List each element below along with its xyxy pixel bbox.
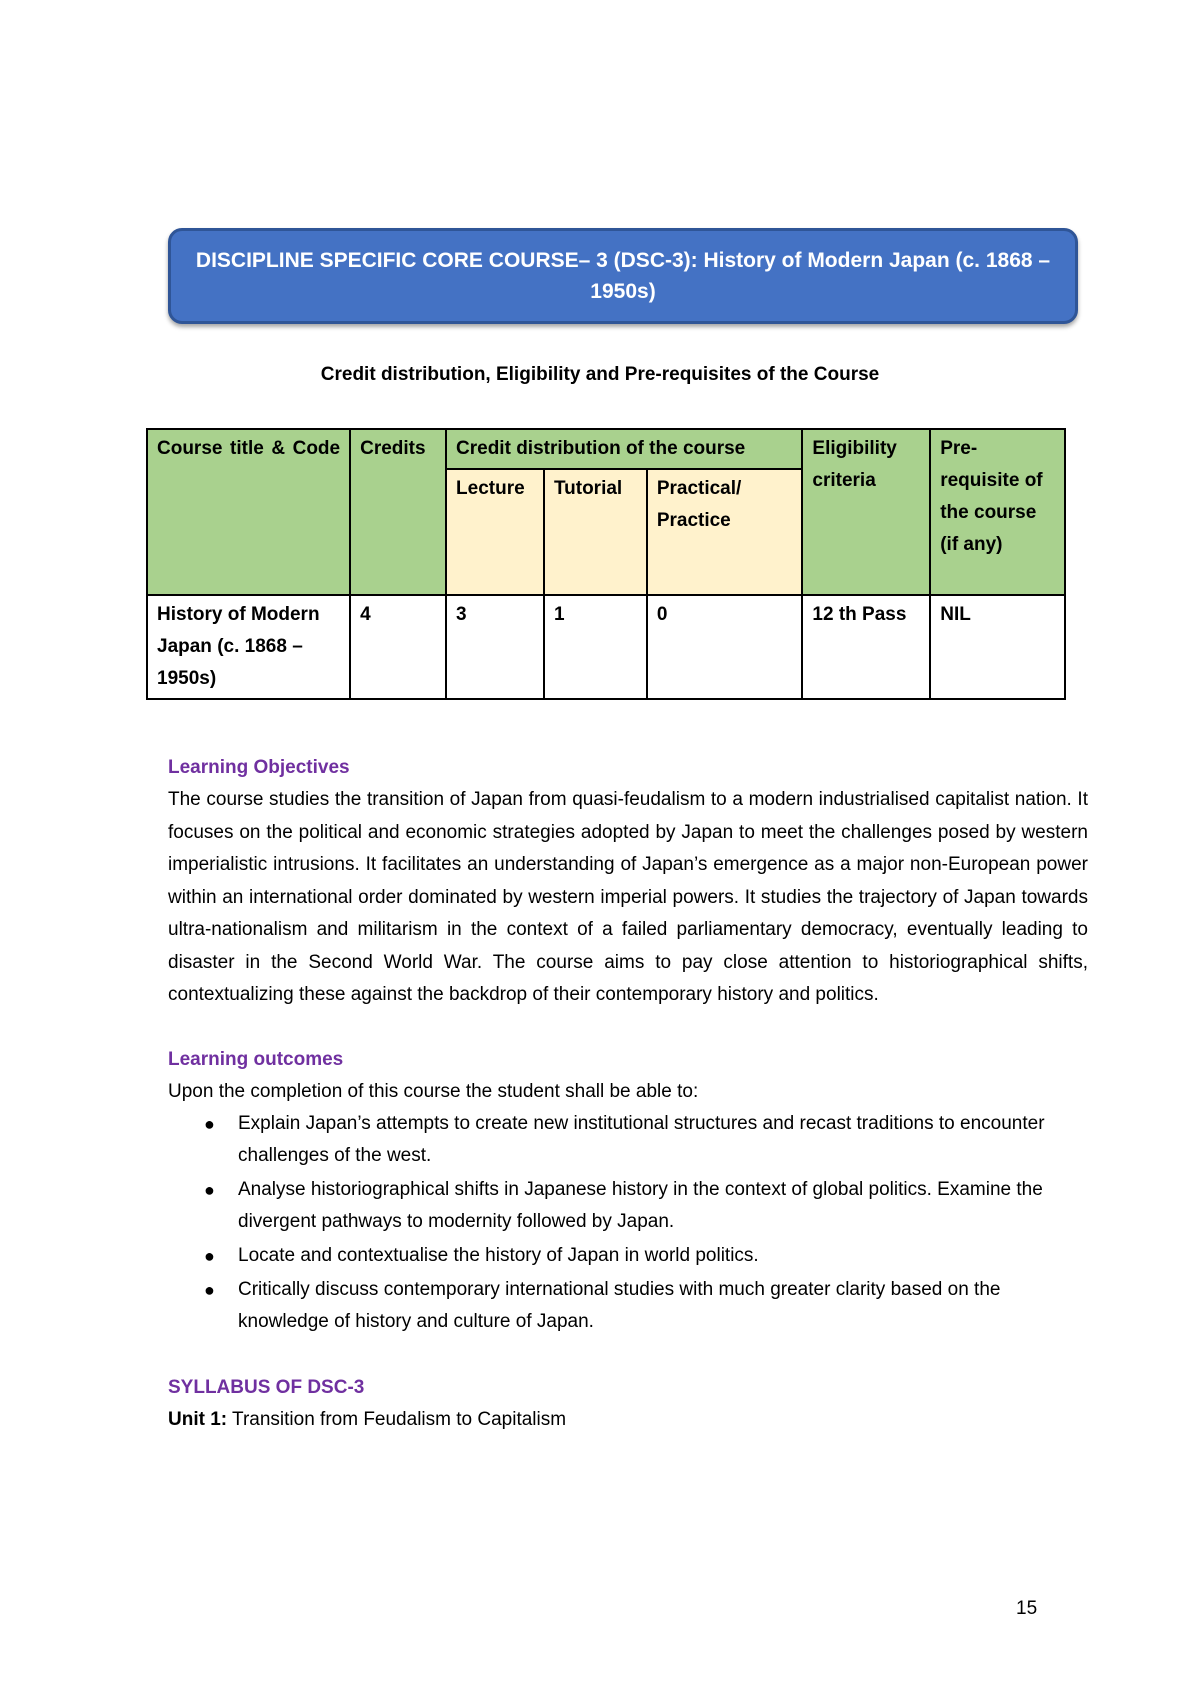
learning-outcomes-list — [168, 1108, 1088, 1338]
learning-objectives-text: The course studies the transition of Japan from quasi-feudalism to a modern industrialised capitalist nation. It focuses on the political and economic strategies adopted by Japan to meet the challenges posed by western imperialistic intrusions. It facilitates an understanding of Japan’s emergence as a major non-European power within an international order dominated by western imperial powers. It studies the trajectory of Japan towards ultra-nationalism and militarism in the context of a failed parliamentary democracy, eventually leading to disaster in the Second World War. The course aims to pay close attention to historiographical shifts, contextualizing these against the backdrop of their contemporary history and politics. — [168, 789, 1088, 1005]
unit-title: Transition from Feudalism to Capitalism — [232, 1408, 567, 1430]
table-row — [147, 595, 1065, 699]
cell-eligibility: 12 th Pass — [802, 595, 930, 699]
header-course-title: Course title & Code — [147, 429, 350, 595]
header-practical: Practical/ Practice — [647, 469, 803, 595]
header-credit-distribution: Credit distribution of the course — [446, 429, 802, 469]
syllabus-heading: SYLLABUS OF DSC-3 — [168, 1376, 365, 1398]
header-tutorial: Tutorial — [544, 469, 647, 595]
header-prerequisite: Pre-requisite of the course (if any) — [930, 429, 1065, 595]
header-lecture: Lecture — [446, 469, 544, 595]
learning-outcomes-heading: Learning outcomes — [168, 1048, 344, 1070]
cell-lecture: 3 — [446, 595, 544, 699]
unit-1 — [168, 1404, 1088, 1436]
credit-section-heading: Credit distribution, Eligibility and Pre-requisites of the Course — [320, 364, 880, 385]
bullet-icon: ● — [204, 1113, 215, 1134]
header-eligibility: Eligibility criteria — [802, 429, 930, 595]
credit-distribution-table — [146, 428, 1066, 700]
cell-credits: 4 — [350, 595, 446, 699]
learning-outcomes-intro: Upon the completion of this course the student shall be able to: — [168, 1080, 699, 1102]
learning-objectives-heading: Learning Objectives — [168, 757, 350, 778]
main-content — [168, 752, 1088, 1436]
bullet-icon: ● — [204, 1245, 215, 1266]
course-title: DISCIPLINE SPECIFIC CORE COURSE– 3 (DSC-3): History of Modern Japan (c. 1868 – 1950s) — [195, 249, 1051, 303]
cell-practical: 0 — [647, 595, 803, 699]
cell-course-title: History of Modern Japan (c. 1868 – 1950s) — [147, 595, 350, 699]
list-item: ● Analyse historiographical shifts in Japanese history in the context of global politics. Examine the divergent pathways to modernity followed by Japan. — [168, 1174, 1088, 1238]
list-item: ● Explain Japan’s attempts to create new institutional structures and recast traditions to encounter challenges of the west. — [168, 1108, 1088, 1172]
cell-prerequisite: NIL — [930, 595, 1065, 699]
bullet-icon: ● — [204, 1279, 215, 1300]
header-credits: Credits — [350, 429, 446, 595]
cell-tutorial: 1 — [544, 595, 647, 699]
list-item: ● Critically discuss contemporary international studies with much greater clarity based on the knowledge of history and culture of Japan. — [168, 1274, 1088, 1338]
unit-label: Unit 1: — [168, 1408, 228, 1430]
bullet-icon: ● — [204, 1179, 215, 1200]
table-header-row — [147, 429, 1065, 469]
page-number: 15 — [1016, 1598, 1038, 1619]
course-title-banner — [168, 228, 1078, 324]
list-item: ● Locate and contextualise the history of Japan in world politics. — [168, 1240, 1088, 1272]
